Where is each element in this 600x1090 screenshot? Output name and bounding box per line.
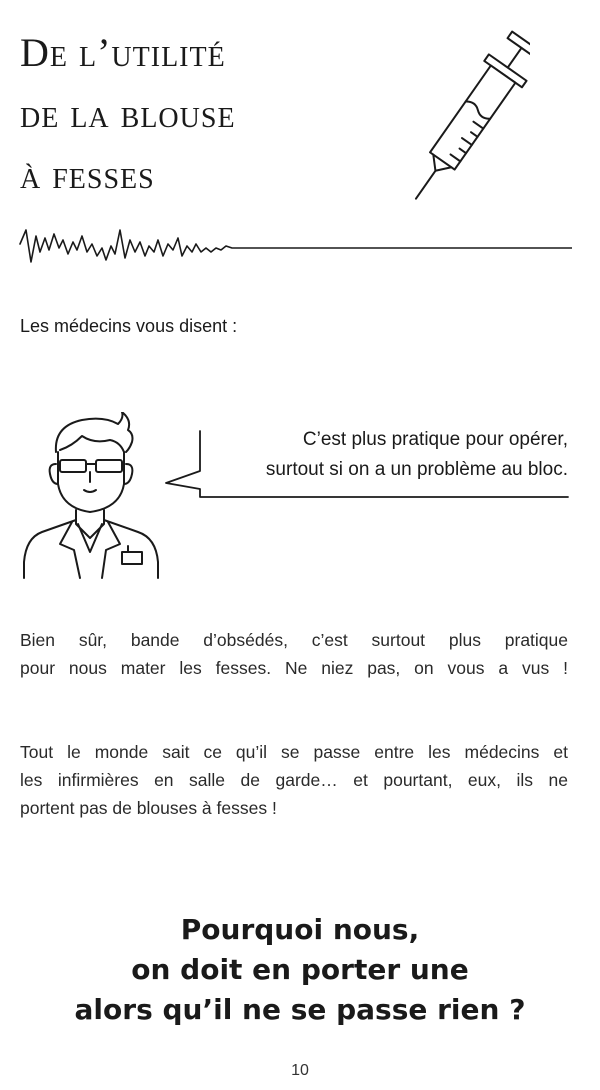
paragraph-2-line-1: Tout le monde sait ce qu’il se passe entre les médecins et: [20, 742, 568, 762]
speech-text: [198, 425, 568, 485]
page-number: 10: [291, 1062, 309, 1079]
heartbeat-line: [18, 222, 572, 272]
paragraph-2: [20, 738, 568, 822]
syringe-icon: [412, 22, 530, 218]
doctor-illustration: [20, 412, 164, 580]
paragraph-1-line-1: Bien sûr, bande d’obsédés, c’est surtout plus pratique: [20, 630, 568, 650]
speech-line-1: C’est plus pratique pour opérer,: [302, 429, 568, 450]
intro-text: Les médecins vous disent :: [20, 316, 238, 336]
question-line-1: Pourquoi nous,: [180, 913, 420, 946]
question-line-3: alors qu’il ne se passe rien ?: [74, 993, 526, 1026]
paragraph-2-line-2: les infirmières en salle de garde… et pourtant, eux, ils ne: [20, 770, 568, 790]
paragraph-2-line-3: portent pas de blouses à fesses !: [20, 798, 277, 818]
paragraph-1-line-2: pour nous mater les fesses. Ne niez pas, on vous a vus !: [20, 658, 568, 678]
speech-line-2: surtout si on a un problème au bloc.: [265, 459, 568, 480]
title-line-1: De l’utilité: [20, 30, 226, 75]
page-title: [20, 22, 420, 205]
title-line-3: à fesses: [20, 152, 155, 197]
closing-question: [0, 910, 600, 1030]
title-line-2: de la blouse: [20, 91, 236, 136]
question-line-2: on doit en porter une: [131, 953, 469, 986]
paragraph-1: [20, 626, 568, 682]
